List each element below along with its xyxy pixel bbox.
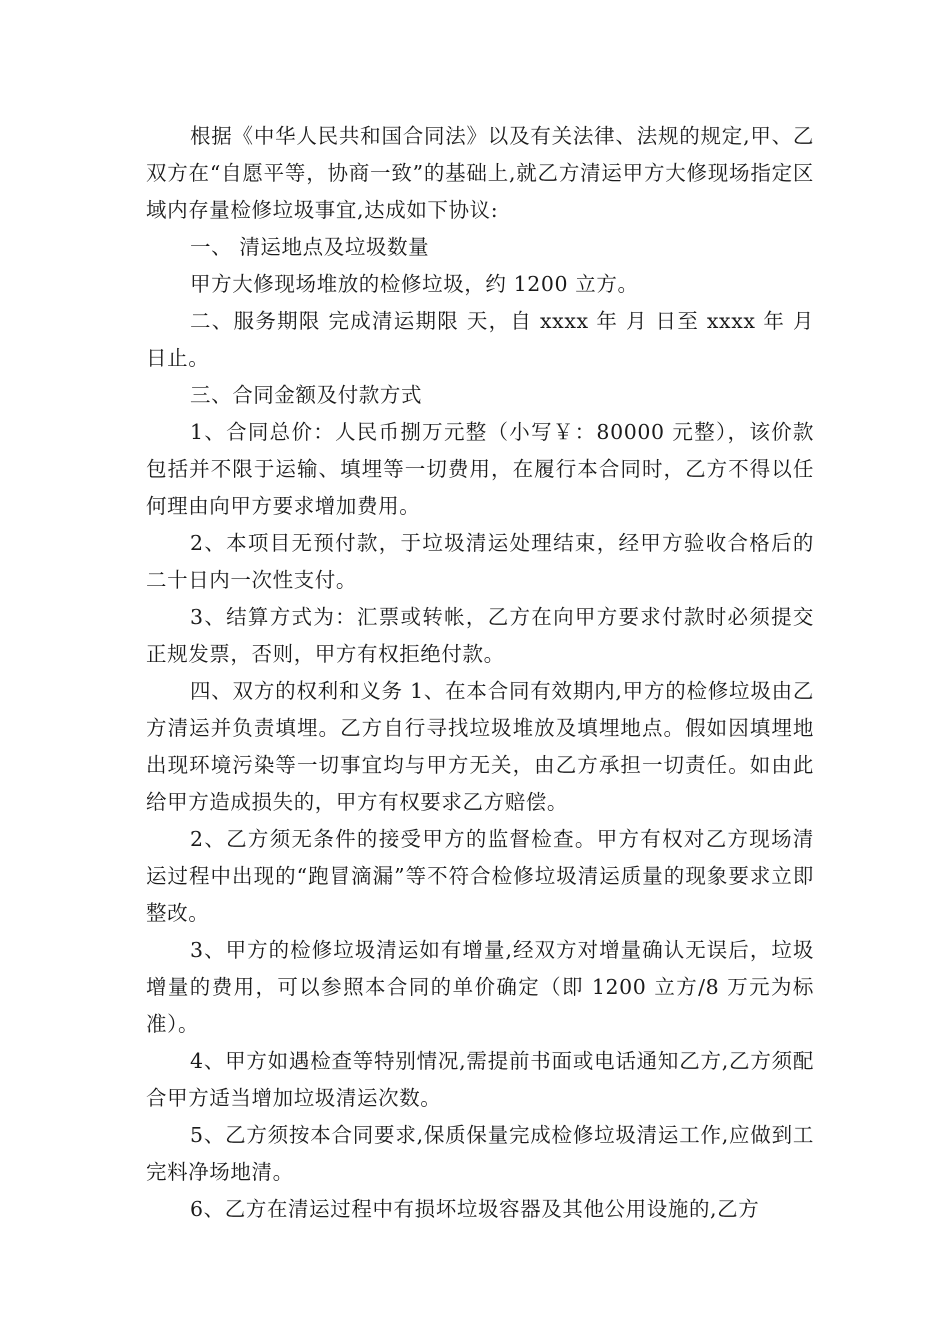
contract-page: [146, 118, 814, 1228]
rights-item-6: 6、乙方在清运过程中有损坏垃圾容器及其他公用设施的,乙方: [190, 1197, 760, 1221]
rights-item-4: 4、甲方如遇检查等特别情况,需提前书面或电话通知乙方,乙方须配合甲方适当增加垃圾清运次数。: [146, 1049, 814, 1110]
section-heading-location: 一、 清运地点及垃圾数量: [190, 235, 430, 259]
payment-item-3: 3、结算方式为：汇票或转帐，乙方在向甲方要求付款时必须提交正规发票，否则，甲方有权拒绝付款。: [146, 605, 814, 666]
paragraph-quantity: 甲方大修现场堆放的检修垃圾，约 1200 立方。: [190, 272, 639, 296]
payment-item-2: 2、本项目无预付款，于垃圾清运处理结束，经甲方验收合格后的二十日内一次性支付。: [146, 531, 814, 592]
rights-item-1: 四、双方的权利和义务 1、在本合同有效期内,甲方的检修垃圾由乙方清运并负责填埋。乙方自行寻找垃圾堆放及填埋地点。假如因填埋地出现环境污染等一切事宜均与甲方无关，由乙方承担一切责任。如由此给甲方造成损失的，甲方有权要求乙方赔偿。: [146, 679, 814, 814]
intro-paragraph: 根据《中华人民共和国合同法》以及有关法律、法规的规定,甲、乙双方在“自愿平等，协商一致”的基础上,就乙方清运甲方大修现场指定区域内存量检修垃圾事宜,达成如下协议:: [146, 124, 814, 222]
rights-item-5: 5、乙方须按本合同要求,保质保量完成检修垃圾清运工作,应做到工完料净场地清。: [146, 1123, 814, 1184]
rights-item-2: 2、乙方须无条件的接受甲方的监督检查。甲方有权对乙方现场清运过程中出现的“跑冒滴漏”等不符合检修垃圾清运质量的现象要求立即整改。: [146, 827, 814, 925]
payment-item-1: 1、合同总价：人民币捌万元整（小写￥：80000 元整），该价款包括并不限于运输、填埋等一切费用，在履行本合同时，乙方不得以任何理由向甲方要求增加费用。: [146, 420, 814, 518]
section-service-period: 二、服务期限 完成清运期限 天，自 xxxx 年 月 日至 xxxx 年 月日止。: [146, 309, 814, 370]
section-heading-payment: 三、合同金额及付款方式: [190, 383, 423, 407]
rights-item-3: 3、甲方的检修垃圾清运如有增量,经双方对增量确认无误后，垃圾增量的费用，可以参照本合同的单价确定（即 1200 立方/8 万元为标准）。: [146, 938, 814, 1036]
